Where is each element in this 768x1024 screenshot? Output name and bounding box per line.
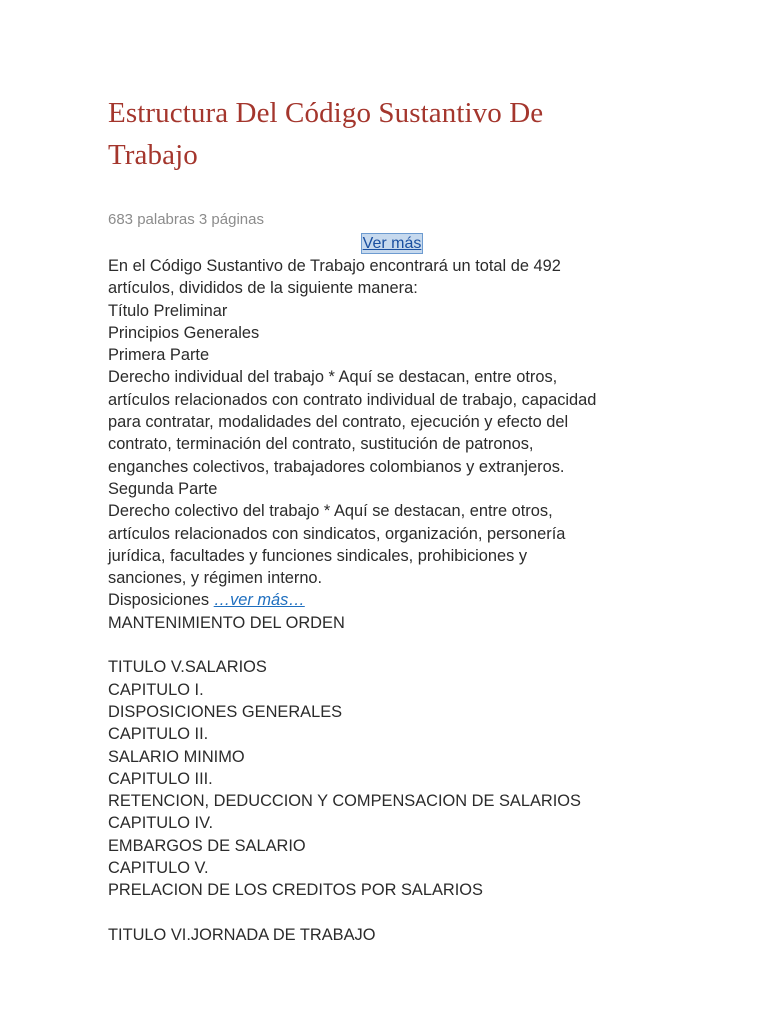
caps-line: EMBARGOS DE SALARIO [108,836,306,855]
caps-line: CAPITULO II. [108,725,209,744]
paragraph-line: sanciones, y régimen interno. [108,569,323,588]
paragraph-line: para contratar, modalidades del contrato, ejecución y efecto del [108,413,569,432]
paragraph-line: enganches colectivos, trabajadores colombianos y extranjeros. [108,457,565,476]
caps-line: CAPITULO IV. [108,814,214,833]
caps-line: TITULO VI.JORNADA DE TRABAJO [108,925,376,944]
caps-line: CAPITULO V. [108,859,209,878]
caps-line: CAPITULO III. [108,769,213,788]
caps-line: MANTENIMIENTO DEL ORDEN [108,613,345,632]
caps-line: PRELACION DE LOS CREDITOS POR SALARIOS [108,881,483,900]
section-jornada [108,924,688,946]
spacer [108,634,688,656]
paragraph-line: Derecho colectivo del trabajo * Aquí se destacan, entre otros, [108,502,553,521]
paragraph-line: artículos, divididos de la siguiente manera: [108,279,418,298]
disposiciones-line [108,589,688,611]
document-paragraph [108,255,688,612]
disposiciones-label: Disposiciones [108,591,210,610]
caps-line: RETENCION, DEDUCCION Y COMPENSACION DE SALARIOS [108,792,581,811]
document-page [108,92,688,946]
paragraph-line: Primera Parte [108,346,210,365]
paragraph-line: jurídica, facultades y funciones sindicales, prohibiciones y [108,546,528,565]
caps-line: DISPOSICIONES GENERALES [108,702,343,721]
ver-mas-button[interactable]: Ver más [362,235,422,252]
paragraph-line: Segunda Parte [108,479,218,498]
paragraph-line: artículos relacionados con sindicatos, organización, personería [108,524,566,543]
caps-line: CAPITULO I. [108,680,204,699]
title-line-2: Trabajo [108,139,198,171]
document-title [108,92,688,176]
paragraph-line: Título Preliminar [108,301,228,320]
paragraph-line: contrato, terminación del contrato, sustitución de patronos, [108,435,534,454]
paragraph-line: Principios Generales [108,323,260,342]
paragraph-line: Derecho individual del trabajo * Aquí se destacan, entre otros, [108,368,558,387]
caps-line: TITULO V.SALARIOS [108,658,267,677]
spacer [108,902,688,924]
caps-line: SALARIO MINIMO [108,747,245,766]
ver-mas-container [108,233,688,255]
paragraph-line: artículos relacionados con contrato individual de trabajo, capacidad [108,390,597,409]
paragraph-line: En el Código Sustantivo de Trabajo encontrará un total de 492 [108,257,561,275]
section-salarios [108,656,688,901]
section-mantenimiento [108,612,688,634]
word-page-count: 683 palabras 3 páginas [108,211,264,228]
title-line-1: Estructura Del Código Sustantivo De [108,97,544,129]
ver-mas-link[interactable]: …ver más… [213,591,305,610]
